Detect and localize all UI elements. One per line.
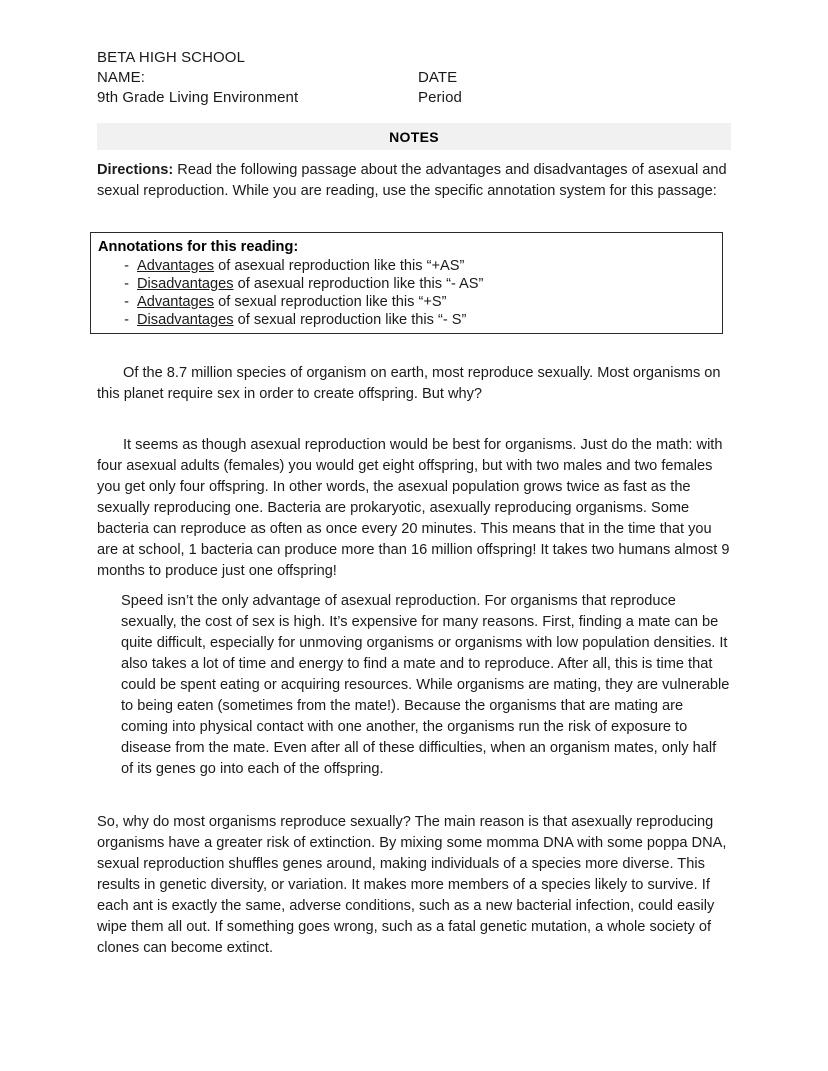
period-label: Period [418,89,462,106]
annotation-item [98,275,716,293]
annotation-keyword: Disadvantages [137,312,234,328]
course-name: 9th Grade Living Environment [97,89,299,106]
annotation-text [137,293,716,311]
document-header [97,48,737,108]
annotation-keyword: Advantages [137,258,215,274]
annotation-keyword: Disadvantages [137,276,234,292]
annotations-title: Annotations for this reading: [98,239,299,255]
annotation-bullet-dash: - [124,276,129,292]
annotations-box [90,232,723,334]
paragraph-text: It seems as though asexual reproduction would be best for organisms. Just do the math: with four asexual adults (females) you would get eight offspring, but with two males and two females you get only four offspring. In other words, the asexual population grows twice as fast as the sexually reproducing one. Bacteria are prokaryotic, asexually reproducing organisms. Some bacteria can reproduce as often as once every 20 minutes. This means that in the time that you are at school, 1 bacteria can produce more than 16 million offspring! It takes two humans almost 9 months to produce just one offspring! [97,437,730,579]
header-row-school [97,48,737,68]
notes-banner [97,123,731,150]
paragraph-text: So, why do most organisms reproduce sexually? The main reason is that asexually reproducing organisms have a greater risk of extinction. By mixing some momma DNA with some poppa DNA, sexual reproduction shuffles genes around, making individuals of a species more diverse. This results in genetic diversity, or variation. It makes more members of a species likely to survive. If each ant is exactly the same, adverse conditions, such as a new bacterial infection, could easily wipe them all out. If something goes wrong, such as a fatal genetic mutation, a whole society of clones can become extinct. [97,814,727,956]
paragraph-text: Of the 8.7 million species of organism on earth, most reproduce sexually. Most organisms on this planet require sex in order to create offspring. But why? [97,365,721,402]
header-row-name-date [97,68,737,88]
passage-paragraph-4 [97,812,731,959]
date-label: DATE [418,69,458,86]
annotation-text [137,311,716,329]
annotation-rest: of sexual reproduction like this “- S” [233,312,467,328]
annotation-item [98,311,716,329]
directions-paragraph [97,160,731,202]
passage-paragraph-3 [121,591,731,780]
annotation-rest: of asexual reproduction like this “- AS” [233,276,484,292]
annotation-item [98,293,716,311]
header-row-course-period [97,88,737,108]
directions-label: Directions: [97,162,174,178]
annotation-bullet-dash: - [124,258,129,274]
annotation-rest: of sexual reproduction like this “+S” [214,294,447,310]
annotation-bullet-dash: - [124,294,129,310]
school-name: BETA HIGH SCHOOL [97,49,246,66]
name-label: NAME: [97,69,146,86]
annotations-list [98,257,716,329]
passage-paragraph-1 [97,363,731,405]
annotation-bullet-dash: - [124,312,129,328]
directions-text: Read the following passage about the advantages and disadvantages of asexual and sexual reproduction. While you are reading, use the specific annotation system for this passage: [97,162,727,199]
annotation-keyword: Advantages [137,294,215,310]
passage-paragraph-2 [97,435,731,582]
notes-title: NOTES [389,128,439,145]
annotation-text [137,275,716,293]
annotation-item [98,257,716,275]
paragraph-text: Speed isn’t the only advantage of asexual reproduction. For organisms that reproduce sexually, the cost of sex is high. It’s expensive for many reasons. First, finding a mate can be quite difficult, especially for unmoving organisms or organisms with low population densities. It also takes a lot of time and energy to find a mate and to reproduce. After all, this is time that could be spent eating or acquiring resources. While organisms are mating, they are vulnerable to being eaten (sometimes from the mate!). Because the organisms that are mating are coming into physical contact with one another, the organisms run the risk of exposure to disease from the mate. Even after all of these difficulties, when an organism mates, only half of its genes go into each of the offspring. [121,593,730,777]
annotation-rest: of asexual reproduction like this “+AS” [214,258,465,274]
annotation-text [137,257,716,275]
